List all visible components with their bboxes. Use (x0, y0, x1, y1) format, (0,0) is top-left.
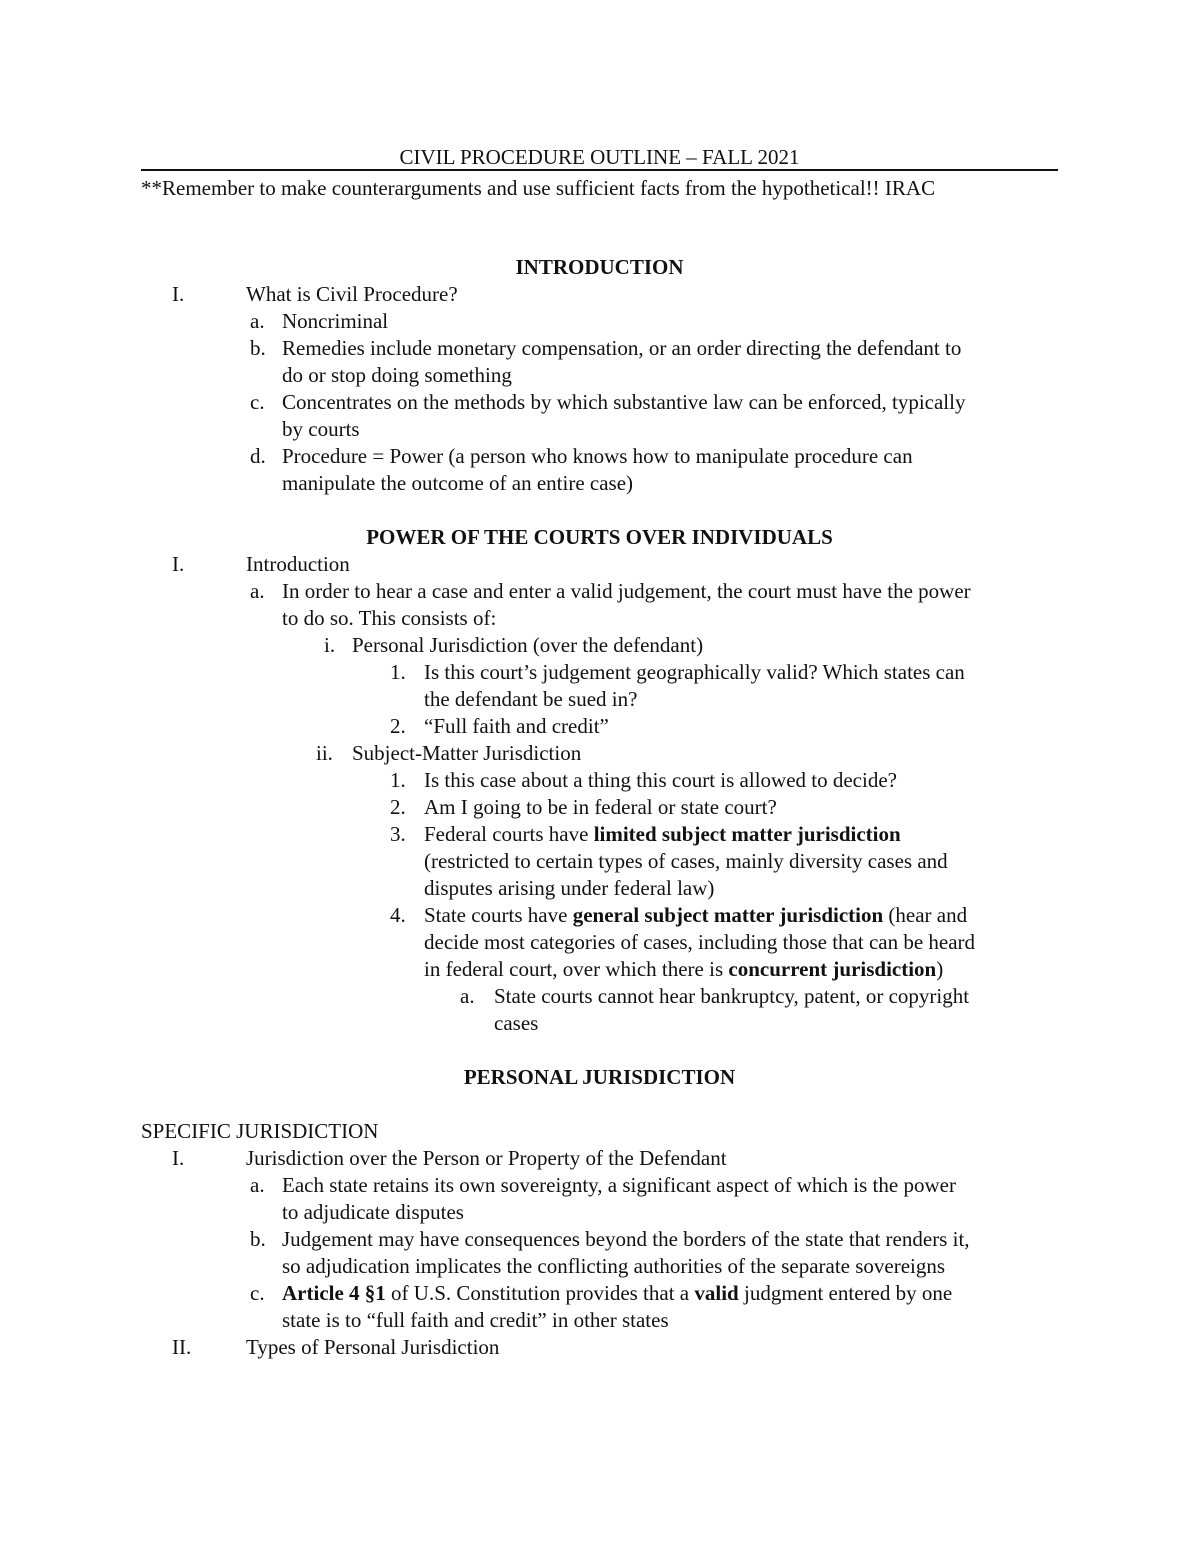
outline-item: Judgement may have consequences beyond the borders of the state that renders it, (282, 1227, 970, 1251)
title-underline (141, 169, 1058, 171)
outline-item: Noncriminal (282, 309, 389, 333)
outline-item: Concentrates on the methods by which substantive law can be enforced, typically (282, 390, 966, 414)
outline-marker: ii. (316, 741, 333, 765)
outline-marker: 2. (390, 714, 406, 738)
outline-item: Introduction (246, 552, 350, 576)
outline-item: Is this case about a thing this court is allowed to decide? (424, 768, 897, 792)
outline-item: Subject-Matter Jurisdiction (352, 741, 582, 765)
outline-item: “Full faith and credit” (424, 714, 609, 738)
outline-item-continued: the defendant be sued in? (424, 687, 638, 711)
section-heading-personal-jurisdiction: PERSONAL JURISDICTION (463, 1065, 736, 1089)
outline-item: Jurisdiction over the Person or Property of the Defendant (246, 1146, 727, 1170)
outline-marker: I. (172, 552, 185, 576)
outline-item: Procedure = Power (a person who knows how to manipulate procedure can (282, 444, 913, 468)
outline-item: Personal Jurisdiction (over the defendant) (352, 633, 704, 657)
outline-item-continued: state is to “full faith and credit” in other states (282, 1308, 669, 1332)
outline-item-continued: cases (494, 1011, 539, 1035)
text-run: in federal court, over which there is (424, 957, 729, 981)
outline-item-continued: do or stop doing something (282, 363, 512, 387)
outline-item: Remedies include monetary compensation, or an order directing the defendant to (282, 336, 962, 360)
bold-term: Article 4 §1 (282, 1281, 386, 1305)
outline-item: State courts cannot hear bankruptcy, patent, or copyright (494, 984, 970, 1008)
outline-marker: a. (250, 309, 265, 333)
outline-marker: 1. (390, 660, 406, 684)
text-run: (hear and (883, 903, 968, 927)
outline-marker: c. (250, 390, 265, 414)
outline-item (282, 1280, 952, 1307)
outline-item-continued: to do so. This consists of: (282, 606, 497, 630)
outline-marker: 2. (390, 795, 406, 819)
outline-item: In order to hear a case and enter a valid judgement, the court must have the power (282, 579, 971, 603)
outline-item-continued: manipulate the outcome of an entire case) (282, 471, 634, 495)
section-heading-introduction: INTRODUCTION (515, 255, 684, 279)
text-run: of U.S. Constitution provides that a (385, 1281, 695, 1305)
outline-item-continued: by courts (282, 417, 360, 441)
outline-item-continued: decide most categories of cases, including those that can be heard (424, 930, 976, 954)
outline-item-continued: (restricted to certain types of cases, mainly diversity cases and (424, 849, 948, 873)
outline-marker: 1. (390, 768, 406, 792)
outline-marker: 4. (390, 903, 406, 927)
outline-marker: I. (172, 282, 185, 306)
outline-marker: I. (172, 1146, 185, 1170)
outline-marker: a. (250, 1173, 265, 1197)
outline-item: Types of Personal Jurisdiction (246, 1335, 500, 1359)
outline-item (424, 821, 901, 848)
subsection-heading: SPECIFIC JURISDICTION (141, 1119, 379, 1143)
outline-marker: d. (250, 444, 266, 468)
outline-marker: c. (250, 1281, 265, 1305)
document-title: CIVIL PROCEDURE OUTLINE – FALL 2021 (399, 145, 800, 169)
outline-item-continued (424, 956, 943, 983)
outline-item: What is Civil Procedure? (246, 282, 458, 306)
outline-marker: a. (460, 984, 475, 1008)
outline-item: Is this court’s judgement geographically valid? Which states can (424, 660, 965, 684)
bold-term: general subject matter jurisdiction (572, 903, 884, 927)
outline-marker: a. (250, 579, 265, 603)
outline-item-continued: to adjudicate disputes (282, 1200, 464, 1224)
text-run: Federal courts have (424, 822, 594, 846)
section-heading-power-of-courts: POWER OF THE COURTS OVER INDIVIDUALS (366, 525, 833, 549)
reminder-note: **Remember to make counterarguments and use sufficient facts from the hypothetical!! IRAC (141, 176, 936, 200)
bold-term: concurrent jurisdiction (728, 957, 937, 981)
outline-marker: b. (250, 336, 266, 360)
outline-marker: 3. (390, 822, 406, 846)
outline-item: Am I going to be in federal or state court? (424, 795, 777, 819)
outline-item-continued: so adjudication implicates the conflicting authorities of the separate sovereigns (282, 1254, 946, 1278)
outline-marker: b. (250, 1227, 266, 1251)
outline-marker: II. (172, 1335, 192, 1359)
text-run: State courts have (424, 903, 573, 927)
text-run: judgment entered by one (738, 1281, 953, 1305)
bold-term: valid (694, 1281, 739, 1305)
text-run: ) (936, 957, 944, 981)
outline-item: Each state retains its own sovereignty, a significant aspect of which is the power (282, 1173, 956, 1197)
outline-item-continued: disputes arising under federal law) (424, 876, 715, 900)
bold-term: limited subject matter jurisdiction (593, 822, 901, 846)
outline-marker: i. (324, 633, 336, 657)
outline-item (424, 902, 967, 929)
